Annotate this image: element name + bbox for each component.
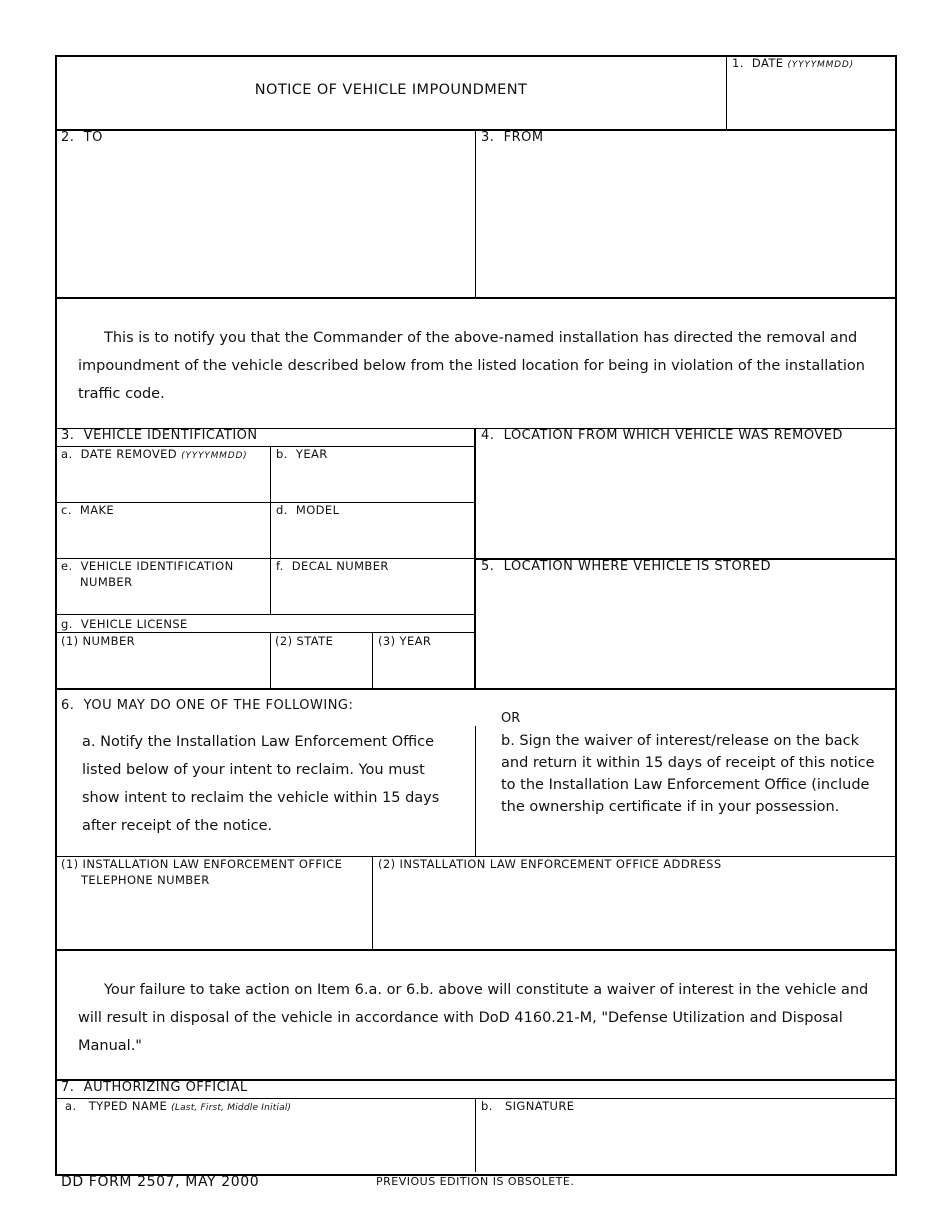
or-text: OR [501,711,521,726]
field-number: 3. [481,130,495,145]
field-label: VEHICLE LICENSE [80,617,188,631]
field-label: VEHICLE IDENTIFICATION [83,428,258,443]
rule [56,949,895,951]
from-field[interactable] [478,148,892,296]
field-number: 3. [61,428,75,443]
office-address-field[interactable] [374,874,892,948]
field-number: b. [481,1099,493,1113]
signature-field[interactable] [478,1116,892,1171]
field-label: LOCATION WHERE VEHICLE IS STORED [503,559,772,574]
rule [475,130,476,297]
decal-field[interactable] [272,575,472,613]
field-label: NUMBER [80,575,133,589]
to-label [61,130,103,146]
field-number: f. [276,559,284,573]
rule [726,56,727,129]
date-label [732,55,854,73]
field-label: DECAL NUMBER [291,559,389,573]
license-label [61,616,188,632]
rule [474,428,476,688]
field-label: DATE REMOVED [80,447,178,461]
failure-text: Your failure to take action on Item 6.a. or 6.b. above will constitute a waiver of interest in the vehicle and will result in disposal of the vehicle in accordance with DoD 4160.21-M, "Defense Utilization and Disposal Manual." [78,982,869,1054]
obsolete-notice: PREVIOUS EDITION IS OBSOLETE. [376,1175,575,1188]
rule [372,632,373,688]
field-label: YOU MAY DO ONE OF THE FOLLOWING: [83,698,354,713]
field-number: d. [276,503,288,517]
field-label: (2) INSTALLATION LAW ENFORCEMENT OFFICE ADDRESS [378,857,722,871]
rule [270,446,271,614]
field-label: VEHICLE IDENTIFICATION [80,559,234,573]
vin-label [61,558,234,590]
notice-text: This is to notify you that the Commander of the above-named installation has directed the removal and impoundment of the vehicle described below from the listed location for being in violation of the installation traffic code. [78,330,865,402]
field-label: FROM [503,130,544,145]
year-label [276,446,328,462]
to-field[interactable] [58,148,473,296]
rule [475,1098,476,1172]
field-label: MODEL [295,503,340,517]
license-number-label [61,633,135,649]
notice-paragraph [78,324,878,408]
field-label: (1) NUMBER [61,634,136,648]
license-state-field[interactable] [272,650,370,687]
field-label: (1) INSTALLATION LAW ENFORCEMENT OFFICE [61,857,343,871]
field-label: (2) STATE [275,634,334,648]
date-removed-label [61,446,248,464]
location-removed-field[interactable] [478,446,892,557]
office-phone-field[interactable] [58,890,370,948]
options-label [61,698,353,714]
field-label: AUTHORIZING OFFICIAL [83,1080,248,1095]
field-label: MAKE [79,503,115,517]
rule [372,856,373,949]
field-number: c. [61,503,72,517]
field-hint: (YYYYMMDD) [787,60,854,70]
from-label [481,130,544,146]
office-phone-label [61,856,342,888]
license-year-field[interactable] [374,650,472,687]
rule [270,632,271,688]
rule [56,688,895,690]
field-number: 1. [732,56,744,70]
field-number: 7. [61,1080,75,1095]
field-number: g. [61,617,73,631]
official-section-label [61,1080,248,1096]
failure-paragraph [78,976,878,1060]
make-label [61,502,114,518]
option-a-text: a. Notify the Installation Law Enforcement Office listed below of your intent to reclaim. You must show intent to reclaim the vehicle within 15 days after receipt of the notice. [82,734,440,834]
field-number: b. [276,447,288,461]
field-label: TO [83,130,103,145]
typed-name-label [65,1098,291,1116]
field-number: e. [61,559,73,573]
field-number: 6. [61,698,75,713]
make-field[interactable] [58,519,268,557]
rule [56,614,475,615]
decal-label [276,558,389,574]
year-field[interactable] [272,463,472,501]
model-field[interactable] [272,519,472,557]
rule [56,502,475,503]
model-label [276,502,339,518]
form-number: DD FORM 2507, MAY 2000 [61,1174,260,1190]
date-field[interactable] [728,74,892,128]
location-stored-label [481,559,771,575]
form-title: NOTICE OF VEHICLE IMPOUNDMENT [254,82,528,98]
date-removed-field[interactable] [58,463,268,501]
field-number: 5. [481,559,495,574]
option-b-text: b. Sign the waiver of interest/release on the back and return it within 15 days of receipt of this notice to the Installation Law Enforcement Office (include the ownership certificate if in your possession. [501,733,875,815]
field-label: YEAR [295,447,328,461]
license-year-label [378,633,431,649]
license-number-field[interactable] [58,650,268,687]
rule [475,726,476,856]
field-label: SIGNATURE [504,1099,575,1113]
vehicle-section-label [61,428,258,444]
field-label: LOCATION FROM WHICH VEHICLE WAS REMOVED [503,428,843,443]
vin-field[interactable] [58,591,268,613]
field-number: 2. [61,130,75,145]
field-number: 4. [481,428,495,443]
field-label: DATE [751,56,784,70]
office-address-label [378,856,722,872]
location-removed-label [481,428,843,444]
field-hint: (Last, First, Middle Initial) [171,1103,292,1113]
license-state-label [275,633,333,649]
field-number: a. [65,1099,77,1113]
field-number: a. [61,447,73,461]
rule [56,297,895,299]
field-label: (3) YEAR [378,634,432,648]
field-label: TYPED NAME [88,1099,168,1113]
field-hint: (YYYYMMDD) [181,451,248,461]
location-stored-field[interactable] [478,577,892,687]
signature-label [481,1098,574,1114]
field-label: TELEPHONE NUMBER [81,873,210,887]
typed-name-field[interactable] [58,1116,473,1171]
